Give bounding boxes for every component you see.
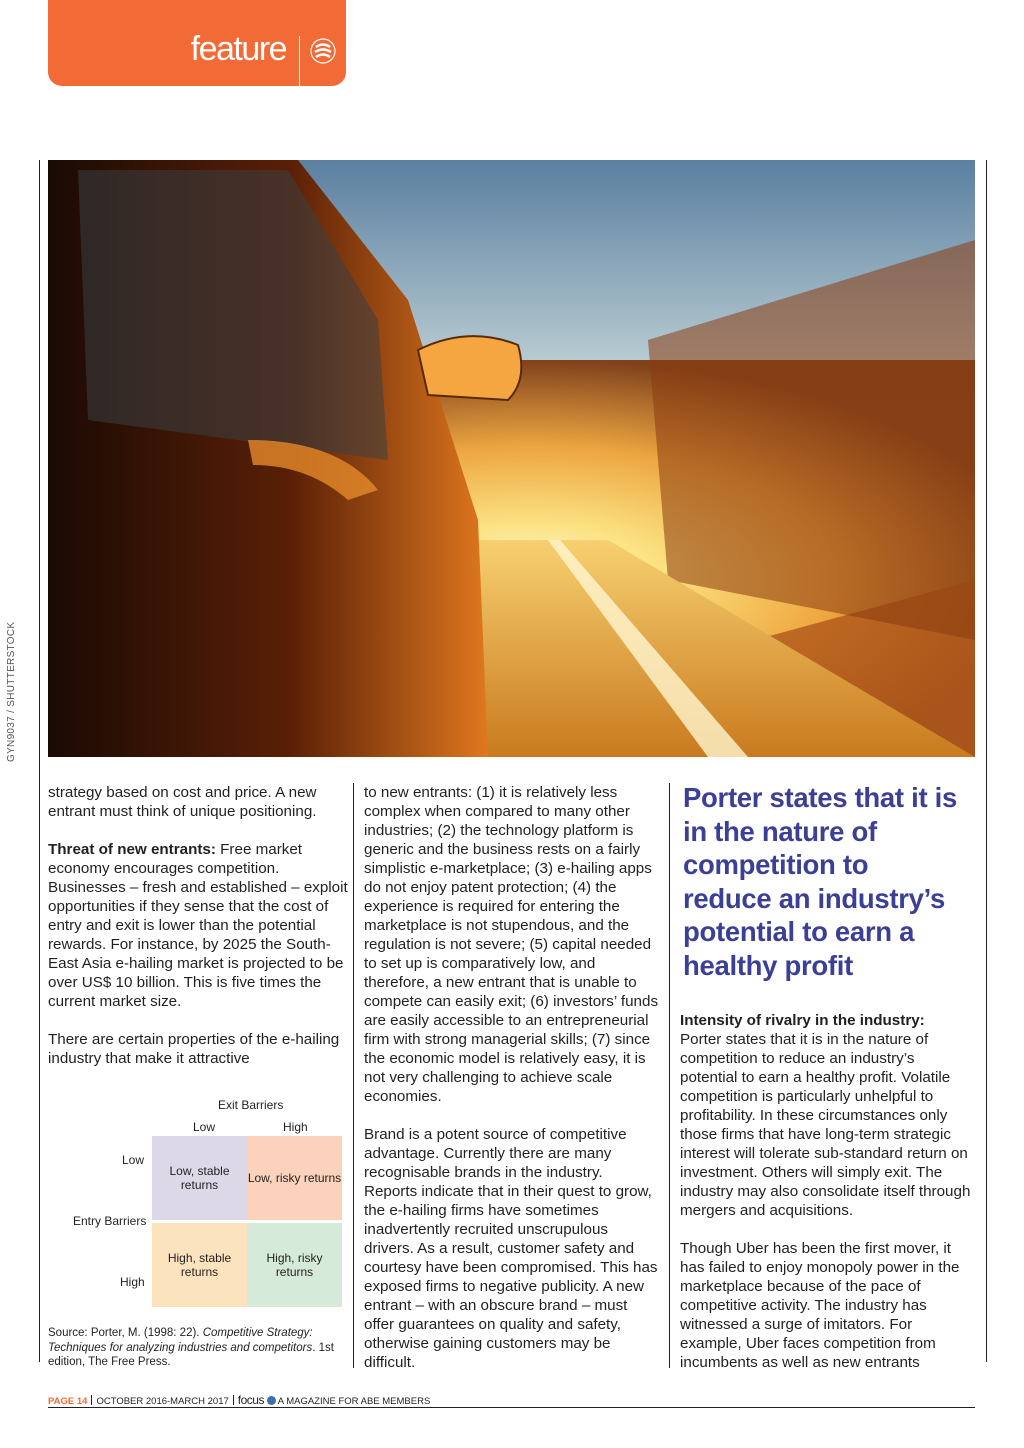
- rivalry-text: Porter states that it is in the nature of competition to reduce an industry’s potential to earn a healthy profit. Volatile competition is particularly unhelpful to profitability. In these circumstances only those firms that have long-term strategic interest will tolerate sub-standard return on investment. Others will simply exit. The industry may also consolidate itself through mergers and acquisitions.: [680, 1031, 971, 1219]
- magazine-name: focus: [237, 1393, 264, 1407]
- threat-heading: Threat of new entrants:: [48, 841, 216, 858]
- column-1: [48, 783, 348, 1087]
- column-3: [680, 1011, 972, 1391]
- page-number: PAGE 14: [48, 1396, 88, 1407]
- right-margin-rule: [986, 160, 987, 1362]
- rivalry-heading: Intensity of rivalry in the industry:: [680, 1012, 925, 1029]
- footer-rule: [48, 1407, 975, 1408]
- section-tab: [48, 0, 346, 86]
- section-title: feature: [190, 30, 286, 68]
- col3-paragraph-1: [680, 1011, 972, 1220]
- magazine-tagline: A MAGAZINE FOR ABE MEMBERS: [277, 1396, 431, 1407]
- matrix-source: Source: Porter, M. (1998: 22). Competitive Strategy: Techniques for analyzing industries and competitors. 1st edition, The Free Press.: [48, 1327, 334, 1368]
- exit-barriers-label: Exit Barriers: [218, 1098, 284, 1112]
- hero-photo: [48, 160, 975, 757]
- issue-dates: OCTOBER 2016-MARCH 2017: [96, 1396, 229, 1407]
- abe-logo-icon: [310, 38, 336, 64]
- cell-high-stable: High, stable returns: [152, 1223, 247, 1307]
- col1-paragraph-2: [48, 840, 348, 1011]
- entry-low-label: Low: [122, 1153, 145, 1167]
- col1-paragraph-3: There are certain properties of the e-hailing industry that make it attractive: [48, 1031, 340, 1067]
- pull-quote: Porter states that it is in the nature of competition to reduce an industry’s potential to earn a healthy profit: [683, 782, 957, 981]
- cell-low-risky: Low, risky returns: [247, 1136, 342, 1220]
- car-road-image: [48, 160, 975, 757]
- page-footer: [48, 1393, 430, 1407]
- threat-text: Free market economy encourages competition. Businesses – fresh and established – exploit opportunities if they sense that the cost of entry and exit is lower than the potential rewards. For instance, by 2025 the South-East Asia e-hailing market is projected to be over US$ 10 billion. This is five times the current market size.: [48, 841, 348, 1010]
- cell-high-risky: High, risky returns: [247, 1223, 342, 1307]
- exit-high-label: High: [283, 1120, 308, 1134]
- column-rule-1: [353, 783, 354, 1368]
- exit-low-label: Low: [193, 1120, 216, 1134]
- cell-low-stable: Low, stable returns: [152, 1136, 247, 1220]
- column-2: [364, 783, 659, 1391]
- photo-credit: GYN9037 / SHUTTERSTOCK: [6, 621, 17, 762]
- entry-barriers-label: Entry Barriers: [73, 1214, 147, 1228]
- col3-paragraph-2: Though Uber has been the first mover, it has failed to enjoy monopoly power in the marketplace because of the pace of competitive activity. The industry has witnessed a surge of imitators. For example, Uber faces competition from incumbents as well as new entrants: [680, 1240, 960, 1371]
- focus-logo-icon: [267, 1396, 276, 1405]
- col2-paragraph-1: to new entrants: (1) it is relatively less complex when compared to many other industries; (2) the technology platform is generic and the business rests on a fairly simplistic e-marketplace; (3) e-hailing apps do not enjoy patent protection; (4) the experience is required for entering the marketplace is not stupendous, and the regulation is not severe; (5) capital needed to set up is comparatively low, and therefore, a new entrant that is unable to compete can easily exit; (6) investors’ funds are easily accessible to an entrepreneurial firm with strong managerial skills; (7) since the economic model is relatively easy, it is not very challenging to achieve scale economies.: [364, 784, 659, 1105]
- col2-paragraph-2: Brand is a potent source of competitive advantage. Currently there are many recognisable brands in the industry. Reports indicate that in their quest to grow, the e-hailing firms have sometimes inadvertently recruited unscrupulous drivers. As a result, customer safety and courtesy have been compromised. This has exposed firms to negative publicity. A new entrant – with an obscure brand – must offer guarantees on quality and safety, otherwise gaining customers may be difficult.: [364, 1126, 658, 1371]
- entry-high-label: High: [120, 1275, 145, 1289]
- col1-paragraph-1: strategy based on cost and price. A new entrant must think of unique positioning.: [48, 784, 317, 820]
- tab-divider: [299, 36, 300, 86]
- column-rule-2: [669, 783, 670, 1368]
- left-margin-rule: [39, 160, 40, 1362]
